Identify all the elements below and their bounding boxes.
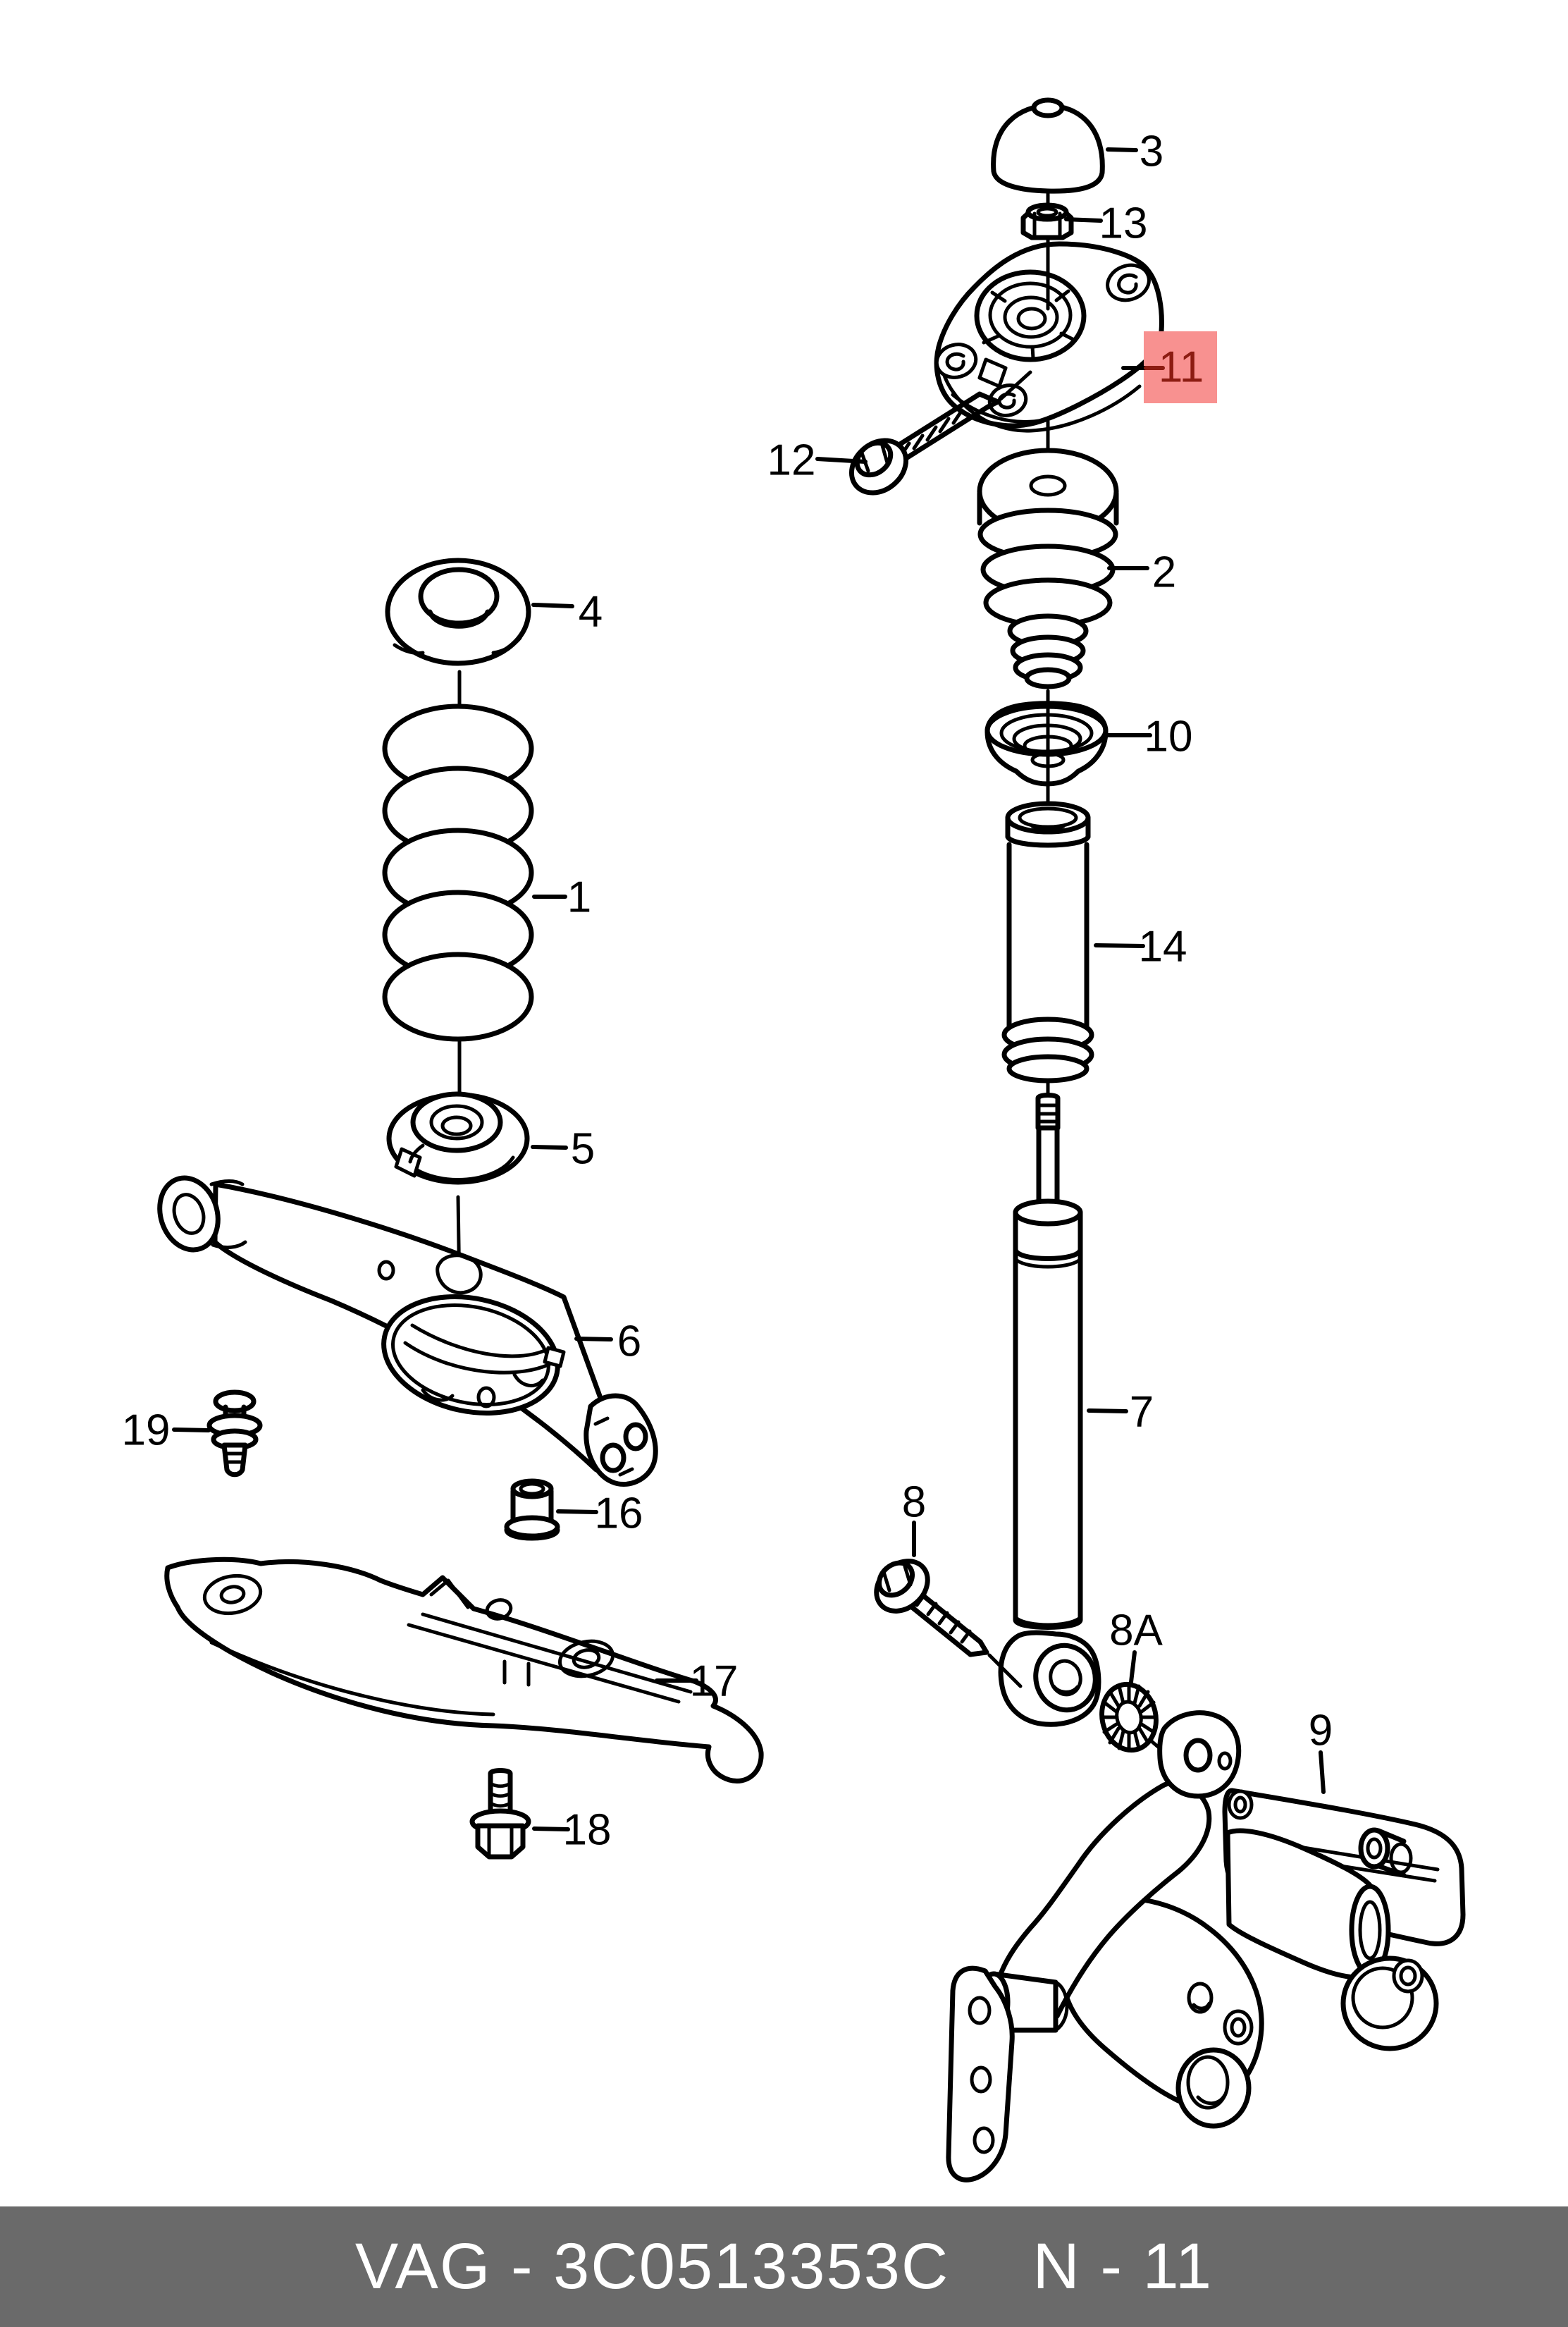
part-label-18[interactable]: 18: [562, 1805, 612, 1855]
part-label-11-highlighted[interactable]: 11: [1158, 343, 1204, 392]
part-label-8[interactable]: 8: [901, 1478, 927, 1527]
part-label-12[interactable]: 12: [767, 436, 816, 485]
part-label-16[interactable]: 16: [594, 1489, 643, 1538]
leader-line-13: [1066, 219, 1101, 221]
dust-sleeve-drawing: [1004, 804, 1092, 1081]
coil-spring-drawing: [385, 706, 531, 1039]
footer-part-number: VAG - 3C0513353C: [354, 2230, 950, 2302]
part-label-19[interactable]: 19: [121, 1406, 171, 1455]
footer-bar: [0, 2206, 1568, 2327]
lower-bolt-drawing: [867, 1551, 1020, 1686]
footer-page-ref: N - 11: [1032, 2230, 1214, 2302]
damper-cap-drawing: [994, 100, 1103, 191]
spring-washer-drawing: [388, 560, 529, 663]
part-label-4[interactable]: 4: [578, 587, 603, 637]
wheel-hub-carrier-drawing: [949, 1713, 1463, 2180]
leader-line-3: [1108, 149, 1136, 150]
leader-line-5: [533, 1147, 566, 1148]
leader-line-8a: [1131, 1652, 1135, 1682]
nut-drawing: [1023, 205, 1071, 238]
part-label-5[interactable]: 5: [570, 1124, 595, 1174]
part-label-1[interactable]: 1: [567, 873, 592, 922]
part-label-8a[interactable]: 8A: [1109, 1606, 1163, 1655]
bushing-drawing: [507, 1481, 557, 1538]
leader-line-9: [1321, 1752, 1323, 1792]
part-label-14[interactable]: 14: [1138, 922, 1187, 971]
bump-stop-drawing: [980, 422, 1116, 687]
leader-line-14: [1096, 945, 1143, 946]
part-label-7[interactable]: 7: [1129, 1387, 1154, 1437]
leader-line-4: [533, 605, 572, 606]
part-label-10[interactable]: 10: [1144, 712, 1193, 761]
leader-line-12: [817, 459, 865, 462]
spring-seat-drawing: [389, 1094, 527, 1182]
part-label-3[interactable]: 3: [1139, 127, 1164, 176]
part-label-6[interactable]: 6: [617, 1317, 642, 1366]
clip-drawing: [209, 1392, 260, 1475]
part-label-13[interactable]: 13: [1099, 199, 1148, 248]
cover-bolt-drawing: [472, 1771, 529, 1858]
part-label-9[interactable]: 9: [1308, 1706, 1333, 1755]
part-label-2[interactable]: 2: [1152, 548, 1177, 597]
part-label-17[interactable]: 17: [689, 1657, 739, 1706]
leader-line-16: [558, 1511, 596, 1512]
arm-cover-drawing: [167, 1559, 761, 1781]
